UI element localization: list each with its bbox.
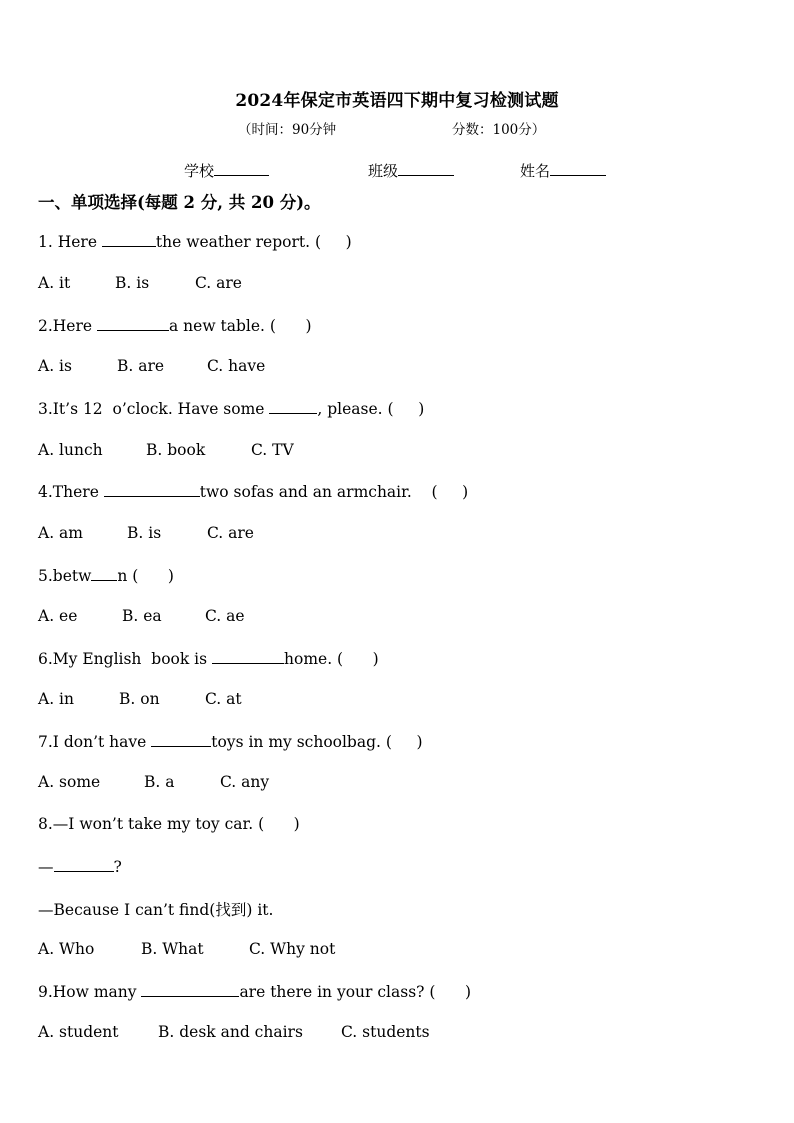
dash: — [38, 858, 54, 876]
option-b[interactable]: B. on [119, 690, 160, 708]
answer-blank[interactable] [151, 732, 211, 747]
option-b[interactable]: B. are [117, 357, 165, 375]
option-b[interactable]: B. ea [122, 607, 162, 625]
school-blank[interactable] [214, 161, 269, 176]
answer-blank[interactable] [54, 857, 114, 872]
school-label: 学校 [184, 162, 215, 180]
answer-blank[interactable] [97, 316, 169, 331]
question-text: 9.How many [38, 983, 142, 1001]
option-c[interactable]: C. Why not [249, 940, 336, 958]
name-field [520, 160, 606, 181]
question-text: 8.—I won’t take my toy car. ( ) [38, 815, 300, 833]
question-text: n ( ) [117, 567, 174, 585]
question-8 [38, 815, 300, 833]
answer-blank[interactable] [104, 482, 200, 497]
school-field [184, 160, 269, 181]
question-text: 2.Here [38, 317, 97, 335]
name-blank[interactable] [550, 161, 606, 176]
name-label: 姓名 [520, 162, 551, 180]
question-8-reply: —Because I can’t find(找到) it. [38, 901, 274, 919]
option-a[interactable]: A. some [38, 773, 101, 791]
question-1 [38, 232, 352, 251]
option-c[interactable]: C. have [207, 357, 266, 375]
question-mark: ? [113, 858, 122, 876]
option-a[interactable]: A. Who [38, 940, 95, 958]
option-c[interactable]: C. are [207, 524, 254, 542]
option-a[interactable]: A. student [38, 1023, 119, 1041]
answer-blank[interactable] [91, 566, 117, 581]
option-b[interactable]: B. a [144, 773, 175, 791]
option-c[interactable]: C. any [220, 773, 270, 791]
option-a[interactable]: A. it [38, 274, 71, 292]
section-title: 一、单项选择(每题 2 分, 共 20 分)。 [38, 193, 321, 212]
option-b[interactable]: B. is [115, 274, 150, 292]
question-text: toys in my schoolbag. ( ) [211, 733, 423, 751]
question-9 [38, 982, 471, 1001]
question-5 [38, 566, 174, 585]
option-b[interactable]: B. book [146, 441, 206, 459]
option-b[interactable]: B. desk and chairs [158, 1023, 303, 1041]
class-field [368, 160, 454, 181]
question-text: 3.It’s 12 o’clock. Have some [38, 400, 270, 418]
answer-blank[interactable] [102, 232, 156, 247]
question-text: the weather report. ( ) [155, 233, 352, 251]
question-text: are there in your class? ( ) [239, 983, 472, 1001]
question-4 [38, 482, 468, 501]
question-7 [38, 732, 423, 751]
question-text: 7.I don’t have [38, 733, 152, 751]
option-c[interactable]: C. students [341, 1023, 430, 1041]
class-blank[interactable] [398, 161, 454, 176]
question-2 [38, 316, 312, 335]
question-text: a new table. ( ) [169, 317, 312, 335]
answer-blank[interactable] [212, 649, 284, 664]
option-b[interactable]: B. What [141, 940, 204, 958]
option-a[interactable]: A. am [38, 524, 83, 542]
option-c[interactable]: C. are [195, 274, 242, 292]
option-c[interactable]: C. ae [205, 607, 245, 625]
class-label: 班级 [368, 162, 399, 180]
option-a[interactable]: A. is [38, 357, 72, 375]
option-c[interactable]: C. at [205, 690, 242, 708]
question-6 [38, 649, 379, 668]
answer-blank[interactable] [269, 399, 317, 414]
question-text: 5.betw [38, 567, 92, 585]
question-text: , please. ( ) [317, 400, 425, 418]
question-text: 1. Here [38, 233, 102, 251]
answer-blank[interactable] [141, 982, 239, 997]
question-text: 4.There [38, 483, 104, 501]
question-text: home. ( ) [284, 650, 379, 668]
option-b[interactable]: B. is [127, 524, 162, 542]
option-a[interactable]: A. ee [38, 607, 78, 625]
option-c[interactable]: C. TV [251, 441, 294, 459]
question-text: two sofas and an armchair. ( ) [199, 483, 469, 501]
exam-score: 分数：100分） [452, 122, 546, 138]
option-a[interactable]: A. lunch [38, 441, 103, 459]
question-8-answer-line [38, 857, 122, 876]
page-title: 2024年保定市英语四下期中复习检测试题 [235, 91, 559, 111]
question-3 [38, 399, 424, 418]
question-text: 6.My English book is [38, 650, 213, 668]
exam-time: （时间：90分钟 [238, 122, 337, 138]
option-a[interactable]: A. in [38, 690, 74, 708]
